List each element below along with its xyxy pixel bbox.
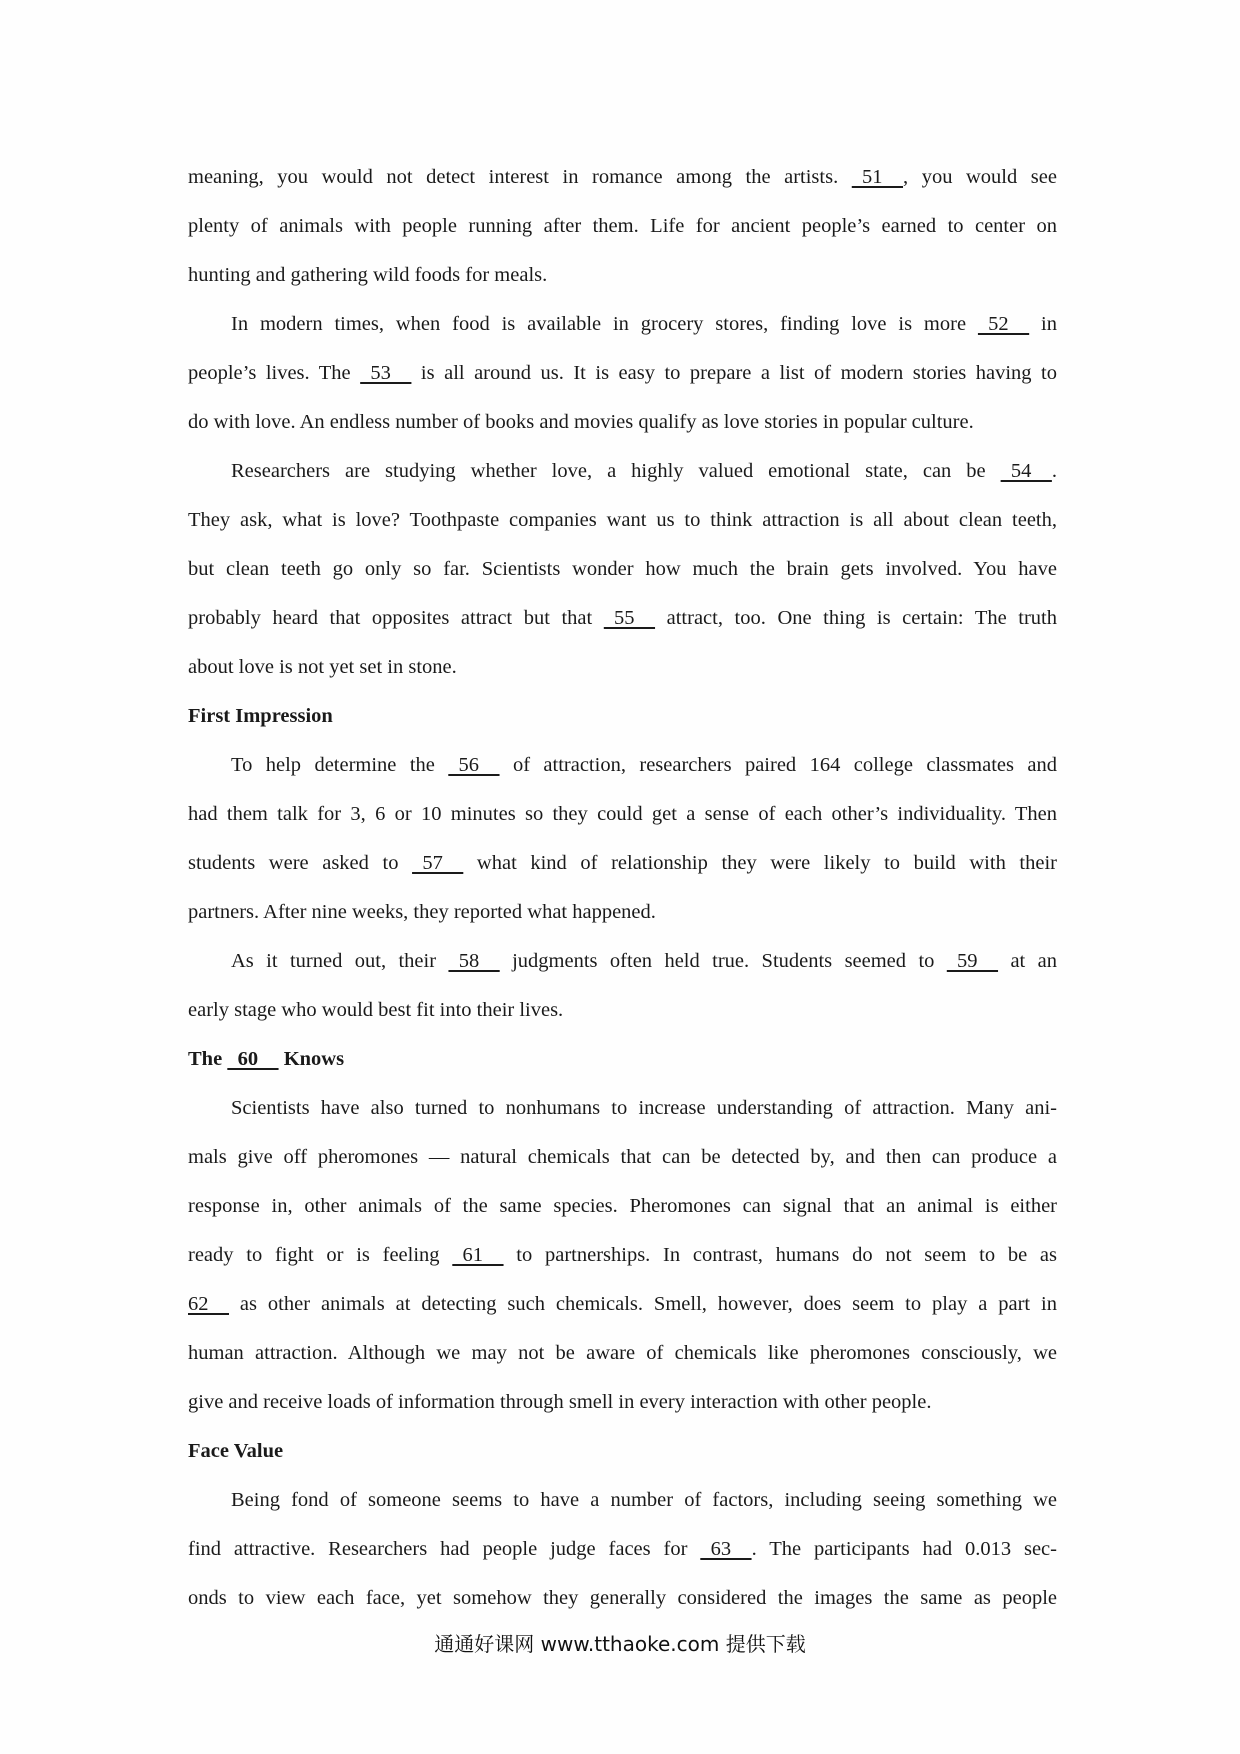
text-segment: response in, other animals of the same species. Pheromones can signal that an animal is either [188, 1195, 1057, 1217]
text-segment: To help determine the [231, 754, 449, 776]
text-line [188, 545, 1057, 594]
text-line [188, 1378, 1057, 1427]
text-segment: to partnerships. In contrast, humans do not seem to be as [503, 1244, 1057, 1266]
blank-55: 55 [603, 607, 656, 629]
passage-text [188, 153, 1057, 1623]
text-segment: hunting and gathering wild foods for meals. [188, 264, 548, 286]
text-segment: Being fond of someone seems to have a number of factors, including seeing something we [231, 1489, 1057, 1511]
text-segment: had them talk for 3, 6 or 10 minutes so they could get a sense of each other’s individuality. Then [188, 803, 1057, 825]
blank-56: 56 [448, 754, 500, 776]
text-segment: of attraction, researchers paired 164 college classmates and [499, 754, 1057, 776]
text-segment: people’s lives. The [188, 362, 361, 384]
text-segment: onds to view each face, yet somehow they generally considered the images the same as people [188, 1587, 1057, 1609]
text-line [188, 839, 1057, 888]
text-segment: meaning, you would not detect interest in romance among the artists. [188, 166, 852, 188]
text-segment: what kind of relationship they were likely to build with their [463, 852, 1057, 874]
section-heading [188, 1427, 1057, 1476]
text-segment: In modern times, when food is available in grocery stores, finding love is more [231, 313, 978, 335]
text-segment: Researchers are studying whether love, a highly valued emotional state, can be [231, 460, 1001, 482]
text-segment: The [188, 1048, 228, 1070]
text-line [188, 741, 1057, 790]
text-segment: partners. After nine weeks, they reported what happened. [188, 901, 656, 923]
text-line [188, 888, 1057, 937]
section-heading [188, 692, 1057, 741]
text-segment: plenty of animals with people running after them. Life for ancient people’s earned to center on [188, 215, 1057, 237]
text-line [188, 986, 1057, 1035]
text-segment: human attraction. Although we may not be aware of chemicals like pheromones consciously, we [188, 1342, 1057, 1364]
text-segment: judgments often held true. Students seemed to [499, 950, 947, 972]
text-line [188, 790, 1057, 839]
text-line [188, 349, 1057, 398]
blank-60: 60 [227, 1048, 279, 1070]
text-segment: ready to fight or is feeling [188, 1244, 453, 1266]
text-line [188, 1280, 1057, 1329]
text-segment: First Impression [188, 705, 333, 727]
blank-51: 51 [851, 166, 904, 188]
text-segment: As it turned out, their [231, 950, 449, 972]
text-segment: do with love. An endless number of books and movies qualify as love stories in popular culture. [188, 411, 974, 433]
text-segment: students were asked to [188, 852, 413, 874]
text-segment: about love is not yet set in stone. [188, 656, 457, 678]
text-line [188, 937, 1057, 986]
text-line [188, 1574, 1057, 1623]
blank-62: 62 [188, 1293, 229, 1315]
blank-59: 59 [946, 950, 999, 972]
text-segment: find attractive. Researchers had people judge faces for [188, 1538, 701, 1560]
text-segment: probably heard that opposites attract but that [188, 607, 604, 629]
text-line [188, 643, 1057, 692]
text-segment: , you would see [903, 166, 1057, 188]
blank-63: 63 [700, 1538, 752, 1560]
text-segment: . The participants had 0.013 sec- [751, 1538, 1057, 1560]
text-segment: give and receive loads of information through smell in every interaction with other people. [188, 1391, 932, 1413]
section-heading [188, 1035, 1057, 1084]
text-segment: They ask, what is love? Toothpaste companies want us to think attraction is all about clean teeth, [188, 509, 1057, 531]
text-segment: in [1029, 313, 1057, 335]
text-line [188, 251, 1057, 300]
blank-53: 53 [360, 362, 412, 384]
text-line [188, 1476, 1057, 1525]
footer-watermark: 通通好课网 www.tthaoke.com 提供下载 [434, 1632, 806, 1656]
text-segment: . [1051, 460, 1057, 482]
text-line [188, 447, 1057, 496]
text-line [188, 1084, 1057, 1133]
text-line [188, 153, 1057, 202]
text-line [188, 1329, 1057, 1378]
text-line [188, 300, 1057, 349]
text-segment: early stage who would best fit into their lives. [188, 999, 564, 1021]
blank-52: 52 [977, 313, 1030, 335]
blank-54: 54 [1000, 460, 1052, 482]
text-segment: as other animals at detecting such chemicals. Smell, however, does seem to play a part in [229, 1293, 1057, 1315]
text-segment: Knows [278, 1048, 345, 1070]
text-segment: Scientists have also turned to nonhumans to increase understanding of attraction. Many ani- [231, 1097, 1057, 1119]
text-line [188, 1525, 1057, 1574]
text-segment: mals give off pheromones — natural chemicals that can be detected by, and then can produce a [188, 1146, 1057, 1168]
blank-57: 57 [412, 852, 464, 874]
text-line [188, 1231, 1057, 1280]
text-segment: at an [998, 950, 1057, 972]
text-line [188, 1133, 1057, 1182]
text-segment: but clean teeth go only so far. Scientists wonder how much the brain gets involved. You have [188, 558, 1057, 580]
text-line [188, 496, 1057, 545]
text-segment: is all around us. It is easy to prepare a list of modern stories having to [411, 362, 1057, 384]
text-line [188, 594, 1057, 643]
blank-61: 61 [452, 1244, 504, 1266]
text-segment: attract, too. One thing is certain: The truth [655, 607, 1057, 629]
text-line [188, 398, 1057, 447]
text-segment: Face Value [188, 1440, 284, 1462]
blank-58: 58 [448, 950, 500, 972]
text-line [188, 202, 1057, 251]
text-line [188, 1182, 1057, 1231]
